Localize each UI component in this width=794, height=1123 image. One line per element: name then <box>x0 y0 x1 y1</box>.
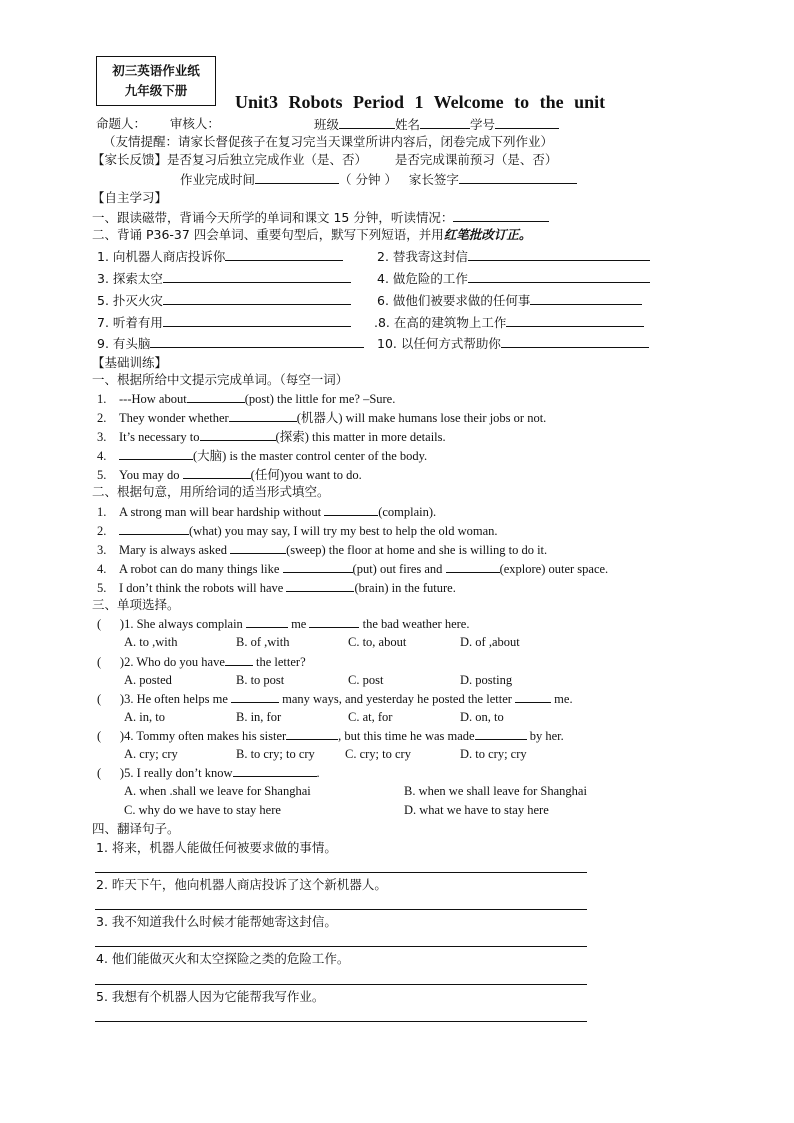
answer-blank[interactable] <box>200 428 276 441</box>
mcq-option[interactable]: B. to post <box>236 673 285 687</box>
answer-blank[interactable] <box>286 579 354 592</box>
phrase-num: 10. <box>377 336 397 351</box>
answer-blank[interactable] <box>230 541 286 554</box>
mcq-text: . <box>316 766 320 780</box>
phrase-num: 9. <box>97 336 109 351</box>
phrase-text: 探索太空 <box>112 271 163 286</box>
translation-prompt: 1. 将来，机器人能做任何被要求做的事情。 <box>96 840 337 855</box>
header-student-row <box>314 116 559 132</box>
mcq-option[interactable]: D. on, to <box>460 710 504 724</box>
feedback-question-1: 是否复习后独立完成作业（是、否） <box>167 152 368 167</box>
part1-item <box>97 466 362 482</box>
translation-answer-line[interactable] <box>95 984 587 985</box>
item-text: (post) the little for me? –Sure. <box>244 392 396 406</box>
mcq-option[interactable]: D. to cry; cry <box>460 747 527 761</box>
stamp-line-1: 初三英语作业纸 <box>112 63 200 78</box>
phrase-text: 有头脑 <box>112 336 151 351</box>
part2-item <box>97 541 547 557</box>
item2-text: 二、背诵 P36-37 四会单词、重要句型后，默写下列短语，并用 <box>92 227 444 242</box>
listening-blank[interactable] <box>453 209 549 222</box>
item-text: (大脑) is the master control center of the body. <box>193 449 428 463</box>
mcq-blank[interactable] <box>246 615 288 628</box>
part2-title: 二、根据句意，用所给词的适当形式填空。 <box>92 484 330 499</box>
phrase-text: 听着有用 <box>112 315 163 330</box>
phrase-num: 6. <box>377 293 389 308</box>
mcq-blank[interactable] <box>233 764 317 777</box>
item-text: (机器人) will make humans lose their jobs or not. <box>296 411 547 425</box>
phrase-num: 5. <box>97 293 109 308</box>
mcq-text: the bad weather here. <box>362 617 470 631</box>
mcq-option[interactable]: C. cry; to cry <box>345 747 411 761</box>
basic-heading: 【基础训练】 <box>92 355 168 370</box>
mcq-option[interactable]: C. post <box>348 673 384 687</box>
item-num: 5. <box>97 468 107 482</box>
mcq-text: the letter? <box>256 655 306 669</box>
item-text: It’s necessary to <box>119 430 200 444</box>
mcq-blank[interactable] <box>515 690 551 703</box>
stamp-line-2: 九年级下册 <box>124 83 188 98</box>
translation-answer-line[interactable] <box>95 872 587 873</box>
answer-blank[interactable] <box>324 503 378 516</box>
phrase-text: 替我寄这封信 <box>392 249 468 264</box>
answer-blank[interactable] <box>183 466 251 479</box>
mcq-option[interactable]: A. cry; cry <box>124 747 178 761</box>
mcq-text: me <box>291 617 307 631</box>
phrase-text: 向机器人商店投诉你 <box>112 249 226 264</box>
item-text: (探索) this matter in more details. <box>275 430 446 444</box>
answer-blank[interactable] <box>283 560 353 573</box>
item-num: 1. <box>97 505 107 519</box>
item-text: (put) out fires and <box>352 562 443 576</box>
item-text: I don’t think the robots will have <box>119 581 284 595</box>
phrase-item <box>377 292 642 308</box>
name-label: 姓名 <box>395 117 421 132</box>
part1-item <box>97 409 546 425</box>
item-num: 4. <box>97 562 107 576</box>
item-num: 3. <box>97 430 107 444</box>
phrase-blank[interactable] <box>163 292 351 305</box>
phrase-text: 以任何方式帮助你 <box>400 336 501 351</box>
phrase-item <box>377 270 650 286</box>
number-label: 学号 <box>470 117 496 132</box>
item-num: 2. <box>97 411 107 425</box>
answer-blank[interactable] <box>446 560 500 573</box>
mcq-text: by her. <box>529 729 564 743</box>
phrase-text: 做他们被要求做的任何事 <box>392 293 531 308</box>
phrase-blank[interactable] <box>468 248 650 261</box>
mcq-option[interactable]: C. why do we have to stay here <box>124 803 281 817</box>
reviewer-label: 审核人： <box>169 116 220 131</box>
worksheet-stamp <box>96 56 216 106</box>
mcq-blank[interactable] <box>309 615 359 628</box>
phrase-num: 3. <box>97 271 109 286</box>
item-text: (brain) in the future. <box>354 581 456 595</box>
mcq-question: ( )2. Who do you have the letter? <box>97 655 306 669</box>
part1-item <box>97 428 446 444</box>
mcq-option[interactable]: B. when we shall leave for Shanghai <box>404 784 587 798</box>
item-num: 1. <box>97 392 107 406</box>
mcq-blank[interactable] <box>286 727 338 740</box>
answer-blank[interactable] <box>119 522 189 535</box>
mcq-text: , but this time he was made <box>338 729 475 743</box>
class-label: 班级 <box>314 117 340 132</box>
mcq-option[interactable]: B. to cry; to cry <box>236 747 315 761</box>
sign-blank[interactable] <box>459 171 577 184</box>
phrase-item <box>97 335 364 351</box>
item-num: 2. <box>97 524 107 538</box>
mcq-option[interactable]: B. of ,with <box>236 635 290 649</box>
mcq-option[interactable]: C. to, about <box>348 635 407 649</box>
phrase-text: 做危险的工作 <box>392 271 468 286</box>
phrase-blank[interactable] <box>501 335 649 348</box>
mcq-text: many ways, and yesterday he posted the letter <box>282 692 512 706</box>
item-text: Mary is always asked <box>119 543 227 557</box>
phrase-item <box>97 314 351 330</box>
self-study-heading: 【自主学习】 <box>92 190 168 205</box>
part2-item <box>97 522 498 538</box>
phrase-num: 1. <box>97 249 109 264</box>
item-text: ---How about <box>119 392 187 406</box>
part1-item <box>97 447 427 463</box>
phrase-num: 4. <box>377 271 389 286</box>
translation-prompt: 2. 昨天下午，他向机器人商店投诉了这个新机器人。 <box>96 877 387 892</box>
mcq-text: )2. Who do you have <box>119 655 225 669</box>
mcq-question: ( )3. He often helps me many ways, and yesterday he posted the letter me. <box>97 692 573 706</box>
mcq-text: )4. Tommy often makes his sister <box>119 729 287 743</box>
class-blank[interactable] <box>339 116 395 129</box>
mcq-text: me. <box>554 692 573 706</box>
item-text: They wonder whether <box>119 411 229 425</box>
mcq-option[interactable]: A. to ,with <box>124 635 178 649</box>
header-author-row <box>96 116 220 132</box>
feedback-question-2: 是否完成课前预习（是、否） <box>394 152 558 167</box>
mcq-text: )5. I really don’t know <box>119 766 233 780</box>
phrase-item <box>97 248 343 264</box>
item-num: 4. <box>97 449 107 463</box>
time-unit: （ 分钟 ） <box>339 172 397 187</box>
self-study-item-2 <box>92 227 531 243</box>
phrase-item <box>377 248 650 264</box>
phrase-blank[interactable] <box>150 335 364 348</box>
answer-blank[interactable] <box>187 390 245 403</box>
phrase-item <box>97 292 351 308</box>
mcq-option[interactable]: C. at, for <box>348 710 393 724</box>
translation-prompt: 4. 他们能做灭火和太空探险之类的危险工作。 <box>96 951 350 966</box>
phrase-blank[interactable] <box>506 314 644 327</box>
mcq-option[interactable]: A. posted <box>124 673 172 687</box>
item-num: 3. <box>97 543 107 557</box>
time-blank[interactable] <box>255 171 339 184</box>
item-text: (sweep) the floor at home and she is willing to do it. <box>286 543 548 557</box>
translation-prompt: 5. 我想有个机器人因为它能帮我写作业。 <box>96 989 325 1004</box>
phrase-item <box>374 314 644 330</box>
phrase-blank[interactable] <box>163 314 351 327</box>
time-label: 作业完成时间 <box>180 172 256 187</box>
number-blank[interactable] <box>495 116 559 129</box>
item2-emphasis: 红笔批改订正。 <box>443 227 532 242</box>
item-text: A robot can do many things like <box>119 562 280 576</box>
reminder: （友情提醒：请家长督促孩子在复习完当天课堂所讲内容后，闭卷完成下列作业） <box>103 134 554 149</box>
item-text: (任何)you want to do. <box>250 468 362 482</box>
phrase-blank[interactable] <box>225 248 343 261</box>
phrase-text: 扑灭火灾 <box>112 293 163 308</box>
translation-answer-line[interactable] <box>95 946 587 947</box>
part1-item <box>97 390 395 406</box>
item-text: (what) you may say, I will try my best to help the old woman. <box>189 524 498 538</box>
translation-answer-line[interactable] <box>95 1021 587 1022</box>
mcq-question: ( )4. Tommy often makes his sister , but this time he was made by her. <box>97 729 564 743</box>
item1-text: 一、跟读磁带，背诵今天所学的单词和课文 15 分钟，听读情况： <box>92 210 454 225</box>
phrase-num: 7. <box>97 315 109 330</box>
item-text: A strong man will bear hardship without <box>119 505 322 519</box>
phrase-text: 在高的建筑物上工作 <box>393 315 507 330</box>
phrase-num: 2. <box>377 249 389 264</box>
phrase-blank[interactable] <box>468 270 650 283</box>
proposer-label: 命题人： <box>96 116 147 131</box>
feedback-tag: 【家长反馈】 <box>92 152 168 167</box>
part3-title: 三、单项选择。 <box>92 597 180 612</box>
part4-title: 四、翻译句子。 <box>92 821 180 836</box>
phrase-blank[interactable] <box>530 292 642 305</box>
sign-label: 家长签字 <box>408 172 459 187</box>
phrase-blank[interactable] <box>163 270 351 283</box>
mcq-text: )3. He often helps me <box>119 692 228 706</box>
phrase-item <box>97 270 351 286</box>
mcq-blank[interactable] <box>225 653 253 666</box>
name-blank[interactable] <box>420 116 470 129</box>
item-text: You may do <box>119 468 180 482</box>
phrase-item <box>377 335 649 351</box>
item-num: 5. <box>97 581 107 595</box>
part1-title: 一、根据所给中文提示完成单词。（每空一词） <box>92 372 349 387</box>
mcq-blank[interactable] <box>231 690 279 703</box>
self-study-item-1 <box>92 209 549 225</box>
part2-item <box>97 503 436 519</box>
part2-item <box>97 579 456 595</box>
mcq-option[interactable]: D. what we have to stay here <box>404 803 549 817</box>
mcq-text: )1. She always complain <box>119 617 243 631</box>
mcq-question: ( )5. I really don’t know . <box>97 766 320 780</box>
mcq-option[interactable]: D. of ,about <box>460 635 520 649</box>
mcq-question: ( )1. She always complain me the bad weather here. <box>97 617 470 631</box>
mcq-option[interactable]: D. posting <box>460 673 513 687</box>
item-text: (explore) outer space. <box>499 562 609 576</box>
item-text: (complain). <box>378 505 437 519</box>
answer-blank[interactable] <box>229 409 297 422</box>
phrase-num: .8. <box>374 315 390 330</box>
page-title: Unit3 Robots Period 1 Welcome to the unit <box>235 92 606 112</box>
mcq-blank[interactable] <box>475 727 527 740</box>
parent-feedback-row <box>92 152 557 168</box>
mcq-option[interactable]: A. when .shall we leave for Shanghai <box>124 784 311 798</box>
mcq-option[interactable]: B. in, for <box>236 710 282 724</box>
translation-answer-line[interactable] <box>95 909 587 910</box>
translation-prompt: 3. 我不知道我什么时候才能帮她寄这封信。 <box>96 914 337 929</box>
time-sign-row <box>180 171 577 187</box>
mcq-option[interactable]: A. in, to <box>124 710 165 724</box>
answer-blank[interactable] <box>119 447 193 460</box>
part2-item <box>97 560 608 576</box>
